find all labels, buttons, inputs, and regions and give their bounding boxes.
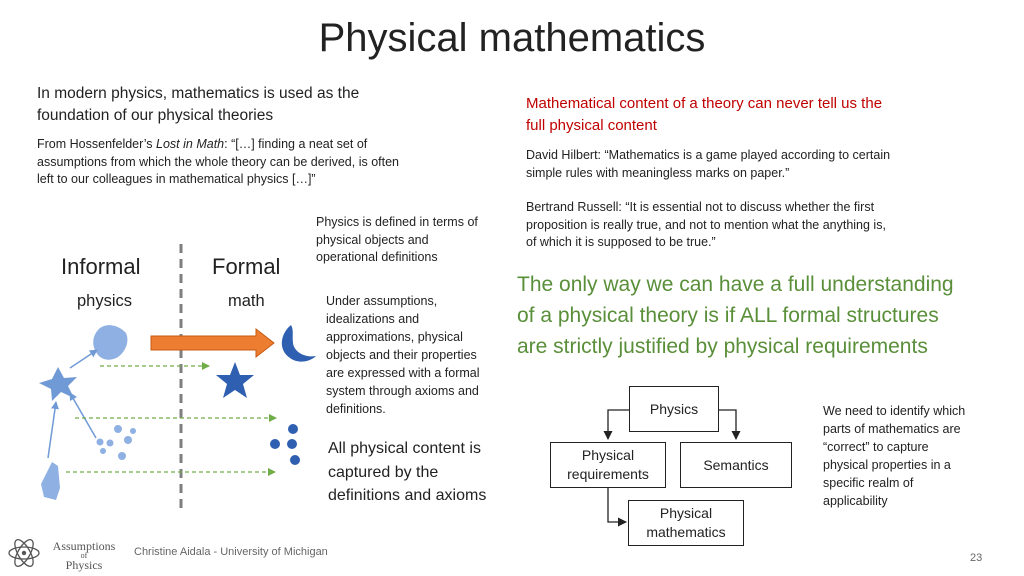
flow-box-physics-label: Physics (649, 400, 699, 417)
flow-connector (718, 410, 736, 439)
logo-line-3: Physics (65, 558, 103, 572)
red-statement-line-2: full physical content (526, 117, 657, 134)
hossenfelder-line-3: left to our colleagues in mathematical physics […]” (37, 172, 316, 186)
green-statement-line-3: are strictly justified by physical requirements (517, 335, 928, 358)
informal-heading: Informal (61, 254, 141, 279)
blue-arrow-icon (70, 393, 96, 438)
hossenfelder-line-2: assumptions from which the whole theory can be derived, is often (37, 154, 399, 169)
flow-box-semantics (680, 442, 792, 488)
cloud-shape-icon (93, 325, 127, 360)
all-content-line-2: captured by the (328, 463, 439, 481)
russell-line-3: of which it is supposed to be true.” (526, 235, 716, 249)
flow-box-physical-requirements-line-1: Physical (581, 447, 635, 463)
flow-connector (608, 488, 626, 522)
flow-box-physical-mathematics-line-2: mathematics (646, 524, 726, 540)
all-content-line-1: All physical content is (328, 440, 481, 457)
assumptions-line-1: Under assumptions, (326, 294, 438, 308)
all-content-line-3: definitions and axioms (328, 487, 487, 504)
flow-connector (608, 410, 630, 439)
flow-box-physical-requirements (550, 442, 666, 488)
physics-defined-line-3: operational definitions (316, 250, 438, 264)
green-statement-line-1: The only way we can have a full understanding (517, 273, 954, 296)
intro-line-2: foundation of our physical theories (37, 107, 274, 124)
assumptions-line-3: approximations, physical (326, 330, 463, 344)
assumptions-line-6: system through axioms and (326, 384, 479, 398)
moon-icon (282, 325, 316, 362)
identify-line-4: physical properties in a (823, 458, 951, 472)
hilbert-line-1: David Hilbert: “Mathematics is a game played according to certain (526, 148, 891, 162)
physics-label: physics (77, 292, 133, 310)
physics-defined-line-2: physical objects and (316, 232, 429, 247)
formal-heading: Formal (212, 254, 281, 279)
blue-arrow-icon (70, 350, 97, 368)
hossenfelder-book-title: Lost in Math (156, 137, 225, 151)
assumptions-line-2: idealizations and (326, 312, 420, 326)
logo-line-1: Assumptions (52, 539, 116, 553)
intro-line-1: In modern physics, mathematics is used as the (37, 85, 360, 102)
assumptions-line-7: definitions. (326, 402, 386, 416)
orange-arrow-icon (151, 329, 274, 357)
atom-logo-icon (9, 537, 39, 569)
page-number: 23 (970, 552, 983, 564)
assumptions-line-5: are expressed with a formal (326, 366, 480, 380)
red-statement-line-1: Mathematical content of a theory can never tell us the (526, 95, 883, 112)
hilbert-line-2: simple rules with meaningless marks on paper.” (526, 165, 790, 180)
russell-line-1: Bertrand Russell: “It is essential not to discuss whether the first (526, 200, 875, 214)
identify-line-3: “correct” to capture (823, 440, 929, 454)
flow-box-semantics-label: Semantics (703, 456, 769, 473)
identify-line-6: applicability (823, 494, 888, 508)
flow-box-physical-mathematics-line-1: Physical (659, 505, 713, 521)
hossenfelder-line-1-rest: : “[…] finding a neat set of (224, 137, 368, 151)
identify-line-1: We need to identify which (823, 404, 966, 418)
russell-line-2: proposition is really true, and not to mention what the anything is, (526, 217, 886, 232)
slide-title: Physical mathematics (318, 16, 706, 60)
assumptions-line-4: objects and their properties (326, 348, 477, 362)
green-statement-line-2: of a physical theory is if ALL formal structures (517, 304, 939, 327)
logo (44, 540, 124, 571)
identify-line-5: specific realm of (823, 476, 914, 490)
fuzzy-dots-icon (97, 425, 137, 460)
logo-line-2: of (80, 551, 88, 560)
fuzzy-shape-icon (41, 462, 60, 500)
flow-box-physics (629, 386, 719, 432)
hossenfelder-prefix: From Hossenfelder’s (37, 137, 157, 151)
flow-box-physical-mathematics (628, 500, 744, 546)
footer-credit: Christine Aidala - University of Michigan (134, 546, 328, 558)
math-dots-icon (270, 424, 300, 465)
identify-line-2: parts of mathematics are (823, 422, 961, 436)
flow-box-physical-requirements-line-2: requirements (567, 466, 649, 482)
blue-arrow-icon (48, 402, 56, 458)
physics-defined-line-1: Physics is defined in terms of (316, 215, 478, 229)
star-icon (216, 362, 254, 398)
math-label: math (228, 292, 265, 310)
